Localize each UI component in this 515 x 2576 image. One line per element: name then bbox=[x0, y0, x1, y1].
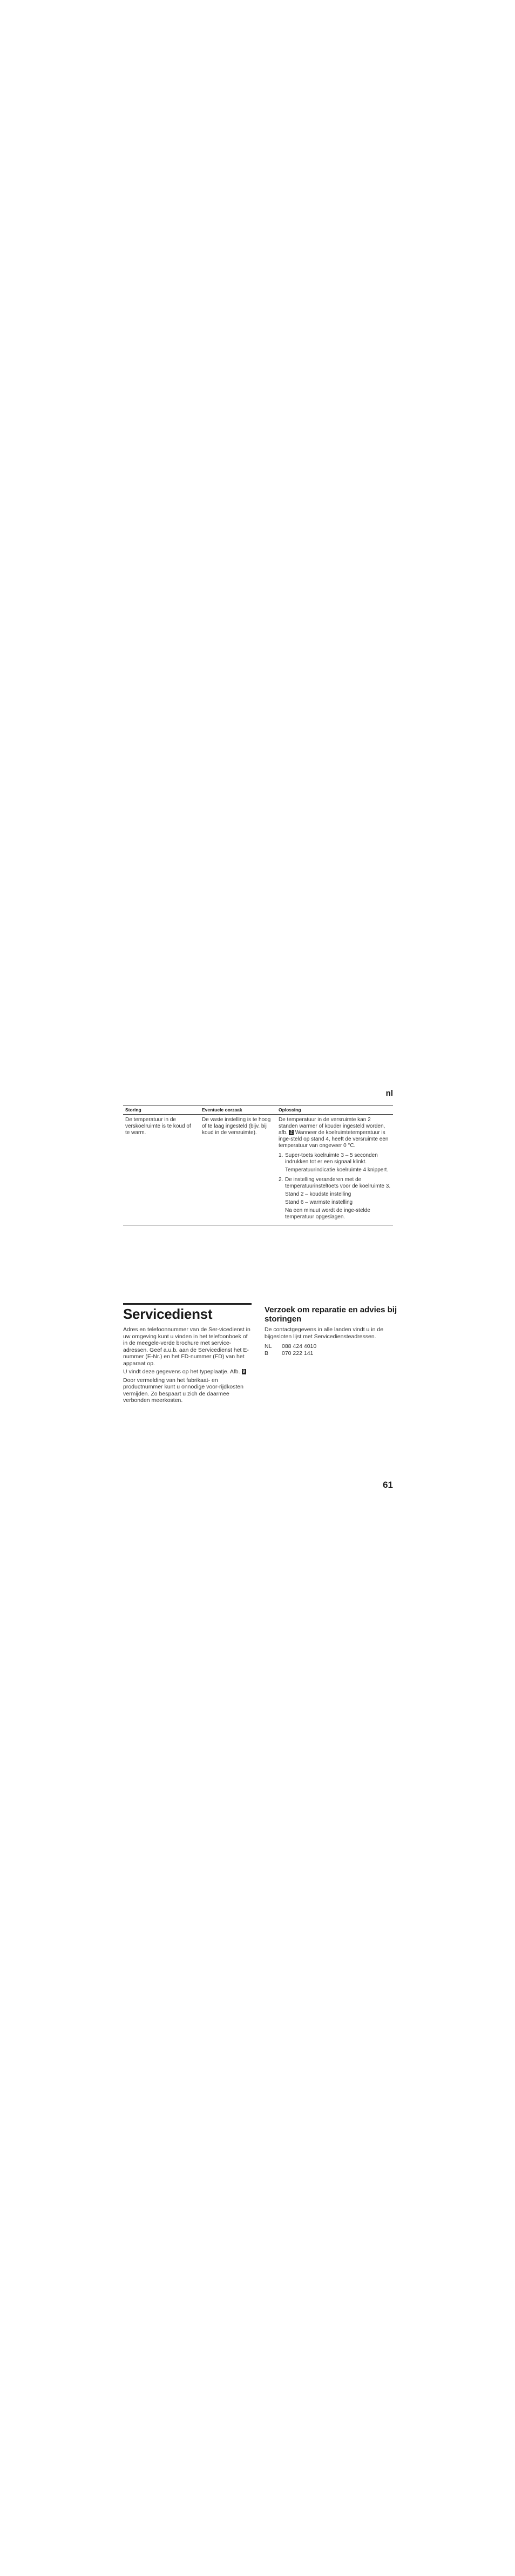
repair-intro: De contactgegevens in alle landen vindt u in de bijgesloten lijst met Servicediensteadressen. bbox=[265, 1326, 384, 1340]
section-divider bbox=[123, 1303, 252, 1305]
header-solution: Oplossing bbox=[279, 1107, 301, 1112]
figure-ref-badge: 2 bbox=[290, 1130, 293, 1135]
step-1 bbox=[279, 1152, 391, 1174]
step-note: Temperatuurindicatie koelruimte 4 knippert. bbox=[285, 1167, 389, 1173]
phone-number: 070 222 141 bbox=[282, 1350, 314, 1357]
table-row bbox=[123, 1115, 393, 1225]
repair-body bbox=[265, 1326, 394, 1357]
service-paragraph: Door vermelding van het fabrikaat- en productnummer kunt u onnodige voor-rijdkosten vermijden. Zo bespaart u zich de daarmee verbonden meerkosten. bbox=[123, 1377, 243, 1404]
country-code: B bbox=[265, 1350, 269, 1357]
header-fault: Storing bbox=[125, 1107, 141, 1112]
service-paragraph: Adres en telefoonnummer van de Ser-vicedienst in uw omgeving kunt u vinden in het telefoonboek of in de meegele-verde brochure met service-adressen. Geef a.u.b. aan de Servicedienst het E-nummer (E-Nr.) en het FD-nummer (FD) van het apparaat op. bbox=[123, 1326, 250, 1367]
service-body bbox=[123, 1326, 253, 1406]
step-text: Super-toets koelruimte 3 – 5 seconden indrukken tot er een signaal klinkt. bbox=[285, 1152, 378, 1165]
troubleshooting-table bbox=[123, 1105, 393, 1225]
contact-row bbox=[265, 1350, 394, 1357]
solution-intro bbox=[279, 1117, 391, 1149]
section-title: Servicedienst bbox=[123, 1306, 213, 1322]
country-code: NL bbox=[265, 1343, 272, 1350]
step-option: Stand 6 – warmste instelling bbox=[285, 1199, 353, 1205]
step-note: Na een minuut wordt de inge-stelde temperatuur opgeslagen. bbox=[285, 1208, 370, 1220]
table-header bbox=[123, 1105, 393, 1115]
service-paragraph-text: U vindt deze gegevens op het typeplaatje. Afb. bbox=[123, 1368, 240, 1375]
solution-intro-text: De temperatuur in de versruimte kan 2 standen warmer of kouder ingesteld worden, afb. bbox=[279, 1117, 385, 1136]
solution-cell bbox=[276, 1117, 393, 1220]
step-2 bbox=[279, 1177, 391, 1220]
solution-intro-text-2: Wanneer de koelruimtetemperatuur is inge-steld op stand 4, heeft de versruimte een temperatuur van ongeveer 0 °C. bbox=[279, 1130, 389, 1149]
step-number: 1. bbox=[279, 1152, 283, 1158]
figure-ref-badge: 9 bbox=[242, 1369, 245, 1374]
phone-number: 088 424 4010 bbox=[282, 1343, 317, 1350]
cause-cell: De vaste instelling is te hoog of te laag ingesteld (bijv. bij koud in de versruimte). bbox=[202, 1117, 271, 1136]
header-cause: Eventuele oorzaak bbox=[202, 1107, 242, 1112]
service-paragraph bbox=[123, 1368, 253, 1375]
step-option: Stand 2 – koudste instelling bbox=[285, 1191, 351, 1197]
repair-title: Verzoek om reparatie en advies bij storingen bbox=[265, 1305, 397, 1324]
fault-cell: De temperatuur in de verskoelruimte is te koud of te warm. bbox=[125, 1117, 191, 1136]
step-number: 2. bbox=[279, 1177, 283, 1183]
contact-row bbox=[265, 1343, 394, 1350]
page-number: 61 bbox=[383, 1480, 393, 1490]
step-text: De instelling veranderen met de temperatuurinsteltoets voor de koelruimte 3. bbox=[285, 1177, 391, 1189]
language-tag: nl bbox=[385, 1089, 393, 1098]
